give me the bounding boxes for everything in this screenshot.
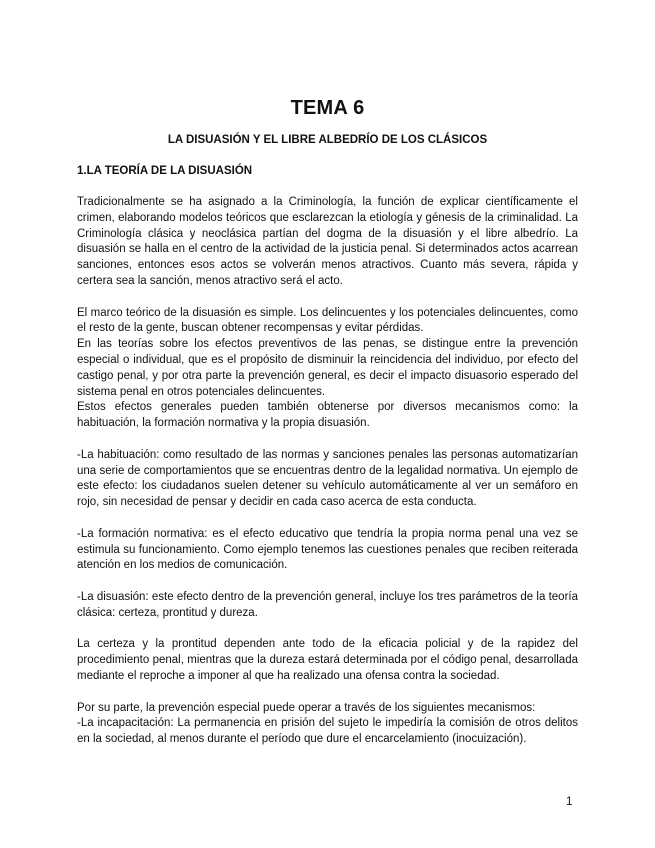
paragraph-5: -La habituación: como resultado de las normas y sanciones penales las personas automatizarían una serie de comportamientos que se encuentras dentro de la legalidad normativa. Un ejemplo de este efecto: los ciudadanos suelen detener su vehículo automáticamente al ver un semáforo en rojo, sin necesidad de pensar y decidir en cada caso acerca de esta conducta. <box>77 448 578 509</box>
paragraph-1: Tradicionalmente se ha asignado a la Criminología, la función de explicar científicamente el crimen, elaborando modelos teóricos que esclarezcan la etiología y génesis de la criminalidad. La Criminología clásica y neoclásica partían del dogma de la disuasión y el libre albedrío. La disuasión se halla en el centro de la actividad de la justicia penal. Si determinados actos acarrean sanciones, entonces esos actos se volverán menos atractivos. Cuanto más severa, rápida y certera sea la sanción, menos atractivo será el acto. <box>77 196 578 287</box>
document-title: TEMA 6 <box>290 97 365 119</box>
document-body <box>77 195 578 748</box>
paragraph-3: En las teorías sobre los efectos preventivos de las penas, se distingue entre la prevención especial o individual, que es el propósito de disminuir la reincidencia del individuo, por efecto del castigo penal, y por otra parte la prevención general, es decir el impacto disuasorio esperado del sistema penal en otros potenciales delincuentes. <box>77 338 578 398</box>
document-subtitle: LA DISUASIÓN Y EL LIBRE ALBEDRÍO DE LOS CLÁSICOS <box>167 134 488 146</box>
paragraph-8: La certeza y la prontitud dependen ante todo de la eficacia policial y de la rapidez del procedimiento penal, mientras que la dureza estará determinada por el código penal, desarrollada mediante el reproche a imponer al que ha realizado una ofensa contra la sociedad. <box>77 638 578 682</box>
paragraph-2: El marco teórico de la disuasión es simple. Los delincuentes y los potenciales delincuentes, como el resto de la gente, buscan obtener recompensas y evitar pérdidas. <box>77 306 578 335</box>
paragraph-4: Estos efectos generales pueden también obtenerse por diversos mecanismos como: la habituación, la formación normativa y la propia disuasión. <box>77 401 578 430</box>
paragraph-6: -La formación normativa: es el efecto educativo que tendría la propia norma penal una vez se estimula su funcionamiento. Como ejemplo tenemos las cuestiones penales que reciben reiterada atención en los medios de comunicación. <box>77 527 578 572</box>
paragraph-10: -La incapacitación: La permanencia en prisión del sujeto le impediría la comisión de otros delitos en la sociedad, al menos durante el período que dure el encarcelamiento (inocuización). <box>77 717 578 746</box>
paragraph-9: Por su parte, la prevención especial puede operar a través de los siguientes mecanismos: <box>77 701 536 714</box>
page-number: 1 <box>566 796 573 808</box>
paragraph-7: -La disuasión: este efecto dentro de la prevención general, incluye los tres parámetros de la teoría clásica: certeza, prontitud y dureza. <box>77 590 578 619</box>
section-heading: 1.LA TEORÍA DE LA DISUASIÓN <box>77 165 253 177</box>
